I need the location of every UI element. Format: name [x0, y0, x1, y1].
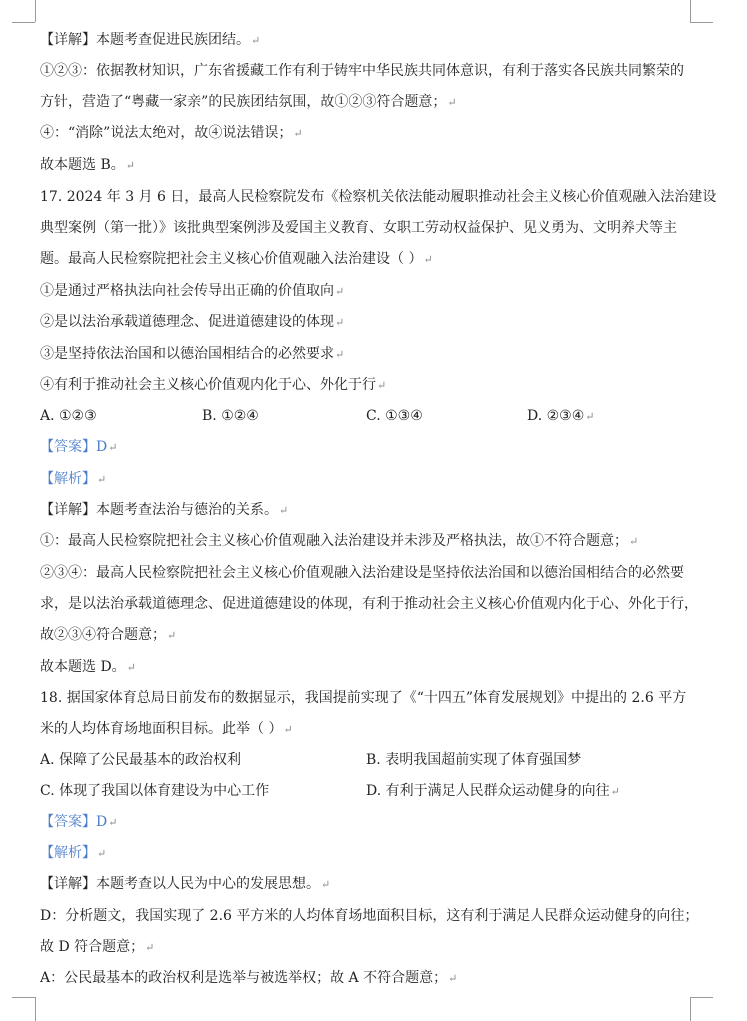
text: 【详解】本题考查以人民为中心的发展思想。 [40, 876, 320, 892]
text: 【详解】本题考查法治与德治的关系。 [40, 502, 278, 518]
text: 【答案】D [40, 439, 108, 455]
paragraph-mark-icon: ↵ [629, 535, 639, 548]
text: 故②③④符合题意； [40, 627, 166, 643]
paragraph-mark-icon: ↵ [251, 34, 261, 47]
text: 米的人均体育场地面积目标。此举（ ） [40, 721, 283, 737]
text: 【答案】D [40, 814, 108, 830]
text: 17. 2024 年 3 月 6 日，最高人民检察院发布《检察机关依法能动履职推动社会主义核心价值观融入法治建设 [40, 189, 717, 205]
paragraph [40, 657, 136, 678]
text: 故 D 符合题意； [40, 939, 145, 955]
analysis-18 [40, 843, 106, 864]
question-18-stem [40, 719, 293, 740]
text: 【解析】 [40, 471, 96, 487]
paragraph-mark-icon: ↵ [335, 316, 345, 329]
answer-18 [40, 812, 117, 833]
paragraph-mark-icon: ↵ [108, 441, 118, 454]
paragraph-mark-icon: ↵ [335, 348, 345, 361]
statement-4 [40, 375, 386, 396]
crop-mark-bottom-right [690, 997, 691, 1021]
text: 典型案例（第一批）》该批典型案例涉及爱国主义教育、女职工劳动权益保护、见义勇为、文明养犬等主 [40, 220, 677, 236]
text: 故本题选 D。 [40, 659, 126, 675]
paragraph-mark-icon: ↵ [279, 504, 289, 517]
paragraph [40, 625, 176, 646]
crop-mark-bottom-left-h [12, 997, 35, 998]
paragraph-mark-icon: ↵ [610, 785, 620, 798]
paragraph [40, 594, 698, 614]
paragraph-mark-icon: ↵ [377, 379, 387, 392]
text: ②是以法治承载道德理念、促进道德建设的体现 [40, 314, 334, 330]
text: 方针，营造了“粤藏一家亲”的民族团结氛围，故①②③符合题意； [40, 94, 447, 110]
text: D. ②③④ [527, 408, 585, 424]
paragraph [40, 500, 288, 521]
paragraph [40, 155, 135, 176]
text: ②③④：最高人民检察院把社会主义核心价值观融入法治建设是坚持依法治国和以德治国相结合的必然要 [40, 565, 684, 581]
text: 【解析】 [40, 845, 96, 861]
paragraph-mark-icon: ↵ [126, 661, 136, 674]
text: 求，是以法治承载道德理念、促进道德建设的体现，有利于推动社会主义核心价值观内化于心、外化于行， [40, 596, 698, 612]
statement-1 [40, 281, 344, 302]
question-17-stem [40, 218, 677, 238]
text: ④：“消除”说法太绝对，故④说法错误； [40, 125, 293, 141]
q17-option-d [527, 406, 595, 427]
paragraph [40, 937, 154, 958]
text: 故本题选 B。 [40, 157, 125, 173]
q17-option-b: B. ①②④ [202, 408, 259, 424]
text: ①：最高人民检察院把社会主义核心价值观融入法治建设并未涉及严格执法，故①不符合题意； [40, 533, 628, 549]
q17-option-c: C. ①③④ [366, 408, 423, 424]
question-17-stem [40, 249, 433, 270]
q18-option-c: C. 体现了我国以体育建设为中心工作 [40, 783, 270, 799]
paragraph-mark-icon: ↵ [321, 878, 331, 891]
paragraph-mark-icon: ↵ [585, 410, 595, 423]
q18-option-d [366, 781, 620, 802]
q18-option-a: A. 保障了公民最基本的政治权利 [40, 752, 242, 768]
crop-mark-top-left [35, 0, 36, 22]
crop-mark-bottom-right-h [690, 997, 713, 998]
paragraph [40, 874, 330, 895]
paragraph-mark-icon: ↵ [97, 473, 107, 486]
text: D：分析题文，我国实现了 2.6 平方米的人均体育场地面积目标，这有利于满足人民群众运动健身的向往； [40, 908, 699, 924]
crop-mark-top-left-h [12, 22, 35, 23]
paragraph [40, 92, 457, 113]
text: ③是坚持依法治国和以德治国相结合的必然要求 [40, 346, 334, 362]
paragraph [40, 30, 260, 51]
text: 18. 据国家体育总局日前发布的数据显示，我国提前实现了《“十四五”体育发展规划》中提出的 2.6 平方 [40, 690, 687, 706]
answer-17 [40, 437, 117, 458]
paragraph [40, 906, 698, 926]
paragraph [40, 968, 457, 989]
text: D. 有利于满足人民群众运动健身的向往 [366, 783, 610, 799]
paragraph [40, 61, 684, 81]
text: 题。最高人民检察院把社会主义核心价值观融入法治建设（ ） [40, 251, 423, 267]
question-18-stem [40, 688, 686, 708]
paragraph-mark-icon: ↵ [125, 159, 135, 172]
paragraph-mark-icon: ↵ [447, 96, 457, 109]
paragraph-mark-icon: ↵ [97, 847, 107, 860]
statement-2 [40, 312, 344, 333]
paragraph-mark-icon: ↵ [108, 816, 118, 829]
text: ①②③：依据教材知识，广东省援藏工作有利于铸牢中华民族共同体意识，有利于落实各民族共同繁荣的 [40, 63, 684, 79]
question-17-stem [40, 187, 716, 207]
crop-mark-bottom-left [35, 997, 36, 1021]
paragraph [40, 531, 638, 552]
paragraph [40, 123, 303, 144]
text: 【详解】本题考查促进民族团结。 [40, 32, 250, 48]
paragraph-mark-icon: ↵ [423, 253, 433, 266]
analysis-17 [40, 469, 106, 490]
crop-mark-top-right-h [690, 22, 713, 23]
text: ④有利于推动社会主义核心价值观内化于心、外化于行 [40, 377, 376, 393]
q17-option-a: A. ①②③ [40, 408, 97, 424]
paragraph-mark-icon: ↵ [335, 285, 345, 298]
paragraph-mark-icon: ↵ [145, 941, 155, 954]
paragraph [40, 563, 684, 583]
paragraph-mark-icon: ↵ [283, 723, 293, 736]
q18-option-b: B. 表明我国超前实现了体育强国梦 [366, 752, 582, 768]
paragraph-mark-icon: ↵ [167, 629, 177, 642]
paragraph-mark-icon: ↵ [293, 127, 303, 140]
text: ①是通过严格执法向社会传导出正确的价值取向 [40, 283, 334, 299]
statement-3 [40, 344, 344, 365]
crop-mark-top-right [690, 0, 691, 22]
text: A：公民最基本的政治权利是选举与被选举权；故 A 不符合题意； [40, 970, 448, 986]
paragraph-mark-icon: ↵ [448, 972, 458, 985]
